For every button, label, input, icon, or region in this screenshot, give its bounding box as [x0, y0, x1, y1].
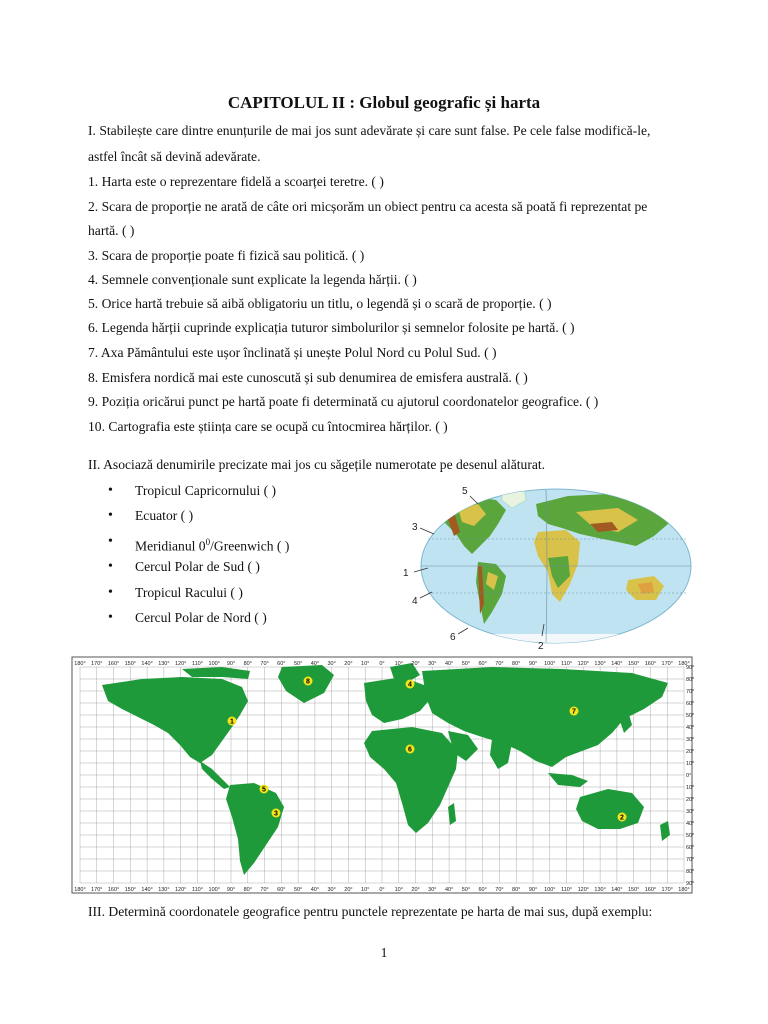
statement-10: 10. Cartografia este știința care se ocupă cu întocmirea hărților. ( ) — [88, 419, 448, 434]
longitude-label: 60° — [277, 661, 286, 667]
longitude-label: 160° — [644, 887, 657, 893]
longitude-label: 180° — [74, 661, 86, 667]
longitude-label: 120° — [577, 887, 590, 893]
longitude-label: 40° — [310, 661, 320, 667]
longitude-label: 30° — [327, 887, 336, 893]
longitude-label: 150° — [124, 887, 137, 893]
longitude-label: 90° — [528, 887, 538, 893]
page-title: CAPITOLUL II : Globul geografic și harta — [227, 93, 541, 112]
arrow-label: 5 — [462, 486, 468, 497]
latitude-label: 90° — [686, 665, 695, 671]
latitude-label: 80° — [686, 869, 695, 875]
map-point-label: 4 — [408, 681, 412, 689]
longitude-label: 180° — [678, 661, 690, 667]
longitude-label: 0° — [379, 887, 385, 893]
longitude-label: 140° — [611, 887, 623, 893]
arrow-label: 2 — [538, 641, 544, 652]
latitude-label: 40° — [686, 821, 695, 827]
longitude-label: 40° — [444, 887, 454, 893]
latitude-label: 0° — [686, 773, 692, 779]
longitude-label: 0° — [379, 661, 385, 667]
longitude-label: 50° — [293, 887, 303, 893]
longitude-label: 110° — [561, 661, 573, 667]
degree-superscript: 0 — [205, 536, 211, 547]
physical-world-map — [398, 484, 700, 654]
longitude-label: 150° — [124, 661, 137, 667]
map-point-label: 6 — [408, 746, 412, 754]
latitude-label: 30° — [686, 737, 695, 743]
term-label-rest: /Greenwich ( ) — [210, 538, 290, 554]
term-item — [108, 532, 289, 557]
arrow-label: 6 — [450, 632, 456, 643]
latitude-label: 70° — [686, 689, 695, 695]
latitude-label: 20° — [686, 749, 695, 755]
latitude-label: 80° — [686, 677, 695, 683]
term-list — [108, 481, 289, 633]
longitude-label: 50° — [293, 661, 303, 667]
longitude-label: 170° — [661, 887, 673, 893]
longitude-label: 20° — [344, 887, 353, 893]
longitude-label: 110° — [191, 887, 203, 893]
longitude-label: 150° — [627, 887, 640, 893]
longitude-label: 80° — [512, 661, 521, 667]
latitude-label: 60° — [686, 845, 695, 851]
longitude-label: 170° — [91, 887, 103, 893]
arrow-label: 4 — [412, 596, 418, 607]
longitude-label: 70° — [260, 887, 269, 893]
statement-5: 5. Orice hartă trebuie să aibă obligatoriu un titlu, o legendă și o scară de proporție. ( ) — [88, 296, 552, 311]
longitude-label: 60° — [478, 887, 487, 893]
latitude-label: 70° — [686, 857, 695, 863]
longitude-label: 100° — [544, 661, 556, 667]
longitude-label: 170° — [661, 661, 673, 667]
longitude-label: 50° — [461, 661, 471, 667]
longitude-label: 40° — [310, 887, 320, 893]
term-item: • Cercul Polar de Sud ( ) — [108, 557, 289, 582]
longitude-label: 130° — [158, 887, 170, 893]
longitude-label: 70° — [495, 661, 504, 667]
latitude-label: 50° — [686, 713, 695, 719]
longitude-label: 140° — [141, 661, 153, 667]
longitude-label: 50° — [461, 887, 471, 893]
longitude-label: 90° — [528, 661, 538, 667]
longitude-label: 130° — [594, 887, 606, 893]
longitude-label: 80° — [243, 887, 252, 893]
latitude-label: 30° — [686, 809, 695, 815]
longitude-label: 150° — [627, 661, 640, 667]
longitude-label: 40° — [444, 661, 454, 667]
latitude-label: 90° — [686, 881, 695, 887]
section1-instruction-cont: astfel încât să devină adevărate. — [88, 149, 261, 164]
longitude-label: 140° — [141, 887, 153, 893]
longitude-label: 90° — [226, 887, 236, 893]
longitude-label: 100° — [208, 661, 220, 667]
longitude-label: 120° — [577, 661, 590, 667]
longitude-label: 10° — [394, 887, 403, 893]
term-item: • Cercul Polar de Nord ( ) — [108, 608, 289, 633]
section1-instruction: I. Stabilește care dintre enunțurile de mai jos sunt adevărate și care sunt false. Pe cele false modifică-le, — [88, 123, 651, 138]
longitude-label: 20° — [411, 887, 420, 893]
statement-7: 7. Axa Pământului este ușor înclinată și unește Polul Nord cu Polul Sud. ( ) — [88, 345, 497, 360]
map-point-label: 5 — [262, 786, 266, 794]
longitude-label: 60° — [277, 887, 286, 893]
longitude-label: 10° — [394, 661, 403, 667]
longitude-label: 30° — [428, 887, 437, 893]
longitude-label: 120° — [174, 887, 187, 893]
statement-2-cont: hartă. ( ) — [88, 223, 135, 238]
page-number: 1 — [380, 945, 388, 960]
longitude-label: 100° — [208, 887, 220, 893]
statement-1: 1. Harta este o reprezentare fidelă a scoarței teretre. ( ) — [88, 174, 384, 189]
statement-2: 2. Scara de proporție ne arată de câte ori micșorăm un obiect pentru ca acesta să poată fi reprezentat pe — [88, 199, 648, 214]
section2-instruction: II. Asociază denumirile precizate mai jos cu săgețile numerotate pe desenul alăturat. — [88, 457, 546, 472]
longitude-label: 10° — [361, 661, 370, 667]
map-point-label: 7 — [572, 708, 576, 716]
longitude-label: 180° — [74, 887, 86, 893]
latitude-label: 40° — [686, 725, 695, 731]
statement-6: 6. Legenda hărții cuprinde explicația tuturor simbolurilor și semnelor folosite pe hartă. ( ) — [88, 320, 575, 335]
longitude-label: 80° — [512, 887, 521, 893]
world-grid-map — [72, 657, 695, 893]
longitude-label: 90° — [226, 661, 236, 667]
longitude-label: 30° — [428, 661, 437, 667]
term-item: • Tropicul Racului ( ) — [108, 583, 289, 608]
longitude-label: 130° — [594, 661, 606, 667]
longitude-label: 180° — [678, 887, 690, 893]
longitude-label: 100° — [544, 887, 556, 893]
map-point-label: 2 — [620, 814, 624, 822]
latitude-label: 10° — [686, 761, 695, 767]
statement-9: 9. Poziția oricărui punct pe hartă poate fi determinată cu ajutorul coordonatelor geografice. ( ) — [88, 394, 599, 409]
statement-3: 3. Scara de proporție poate fi fizică sau politică. ( ) — [88, 248, 365, 263]
longitude-label: 120° — [174, 661, 187, 667]
statement-4: 4. Semnele convenționale sunt explicate la legenda hărții. ( ) — [88, 272, 417, 287]
longitude-label: 160° — [107, 661, 120, 667]
term-item: • Ecuator ( ) — [108, 506, 289, 531]
longitude-label: 70° — [495, 887, 504, 893]
latitude-label: 50° — [686, 833, 695, 839]
longitude-label: 20° — [344, 661, 353, 667]
longitude-label: 110° — [191, 661, 203, 667]
longitude-label: 10° — [361, 887, 370, 893]
longitude-label: 140° — [611, 661, 623, 667]
map-point-label: 8 — [306, 678, 310, 686]
arrow-label: 1 — [403, 568, 409, 579]
longitude-label: 170° — [91, 661, 103, 667]
longitude-label: 110° — [561, 887, 573, 893]
statement-8: 8. Emisfera nordică mai este cunoscută și sub denumirea de emisfera australă. ( ) — [88, 370, 528, 385]
longitude-label: 30° — [327, 661, 336, 667]
section3-instruction: III. Determină coordonatele geografice pentru punctele reprezentate pe harta de mai sus, după exemplu: — [88, 904, 653, 919]
longitude-label: 20° — [411, 661, 420, 667]
arrow-label: 3 — [412, 522, 418, 533]
map-point-label: 1 — [230, 718, 234, 726]
longitude-label: 80° — [243, 661, 252, 667]
latitude-label: 60° — [686, 701, 695, 707]
latitude-label: 20° — [686, 797, 695, 803]
term-label: Meridianul 0 — [135, 538, 206, 554]
longitude-label: 160° — [107, 887, 120, 893]
longitude-label: 60° — [478, 661, 487, 667]
longitude-label: 70° — [260, 661, 269, 667]
term-item: • Tropicul Capricornului ( ) — [108, 481, 289, 506]
longitude-label: 160° — [644, 661, 657, 667]
latitude-label: 10° — [686, 785, 695, 791]
map-point-label: 3 — [274, 810, 278, 818]
longitude-label: 130° — [158, 661, 170, 667]
